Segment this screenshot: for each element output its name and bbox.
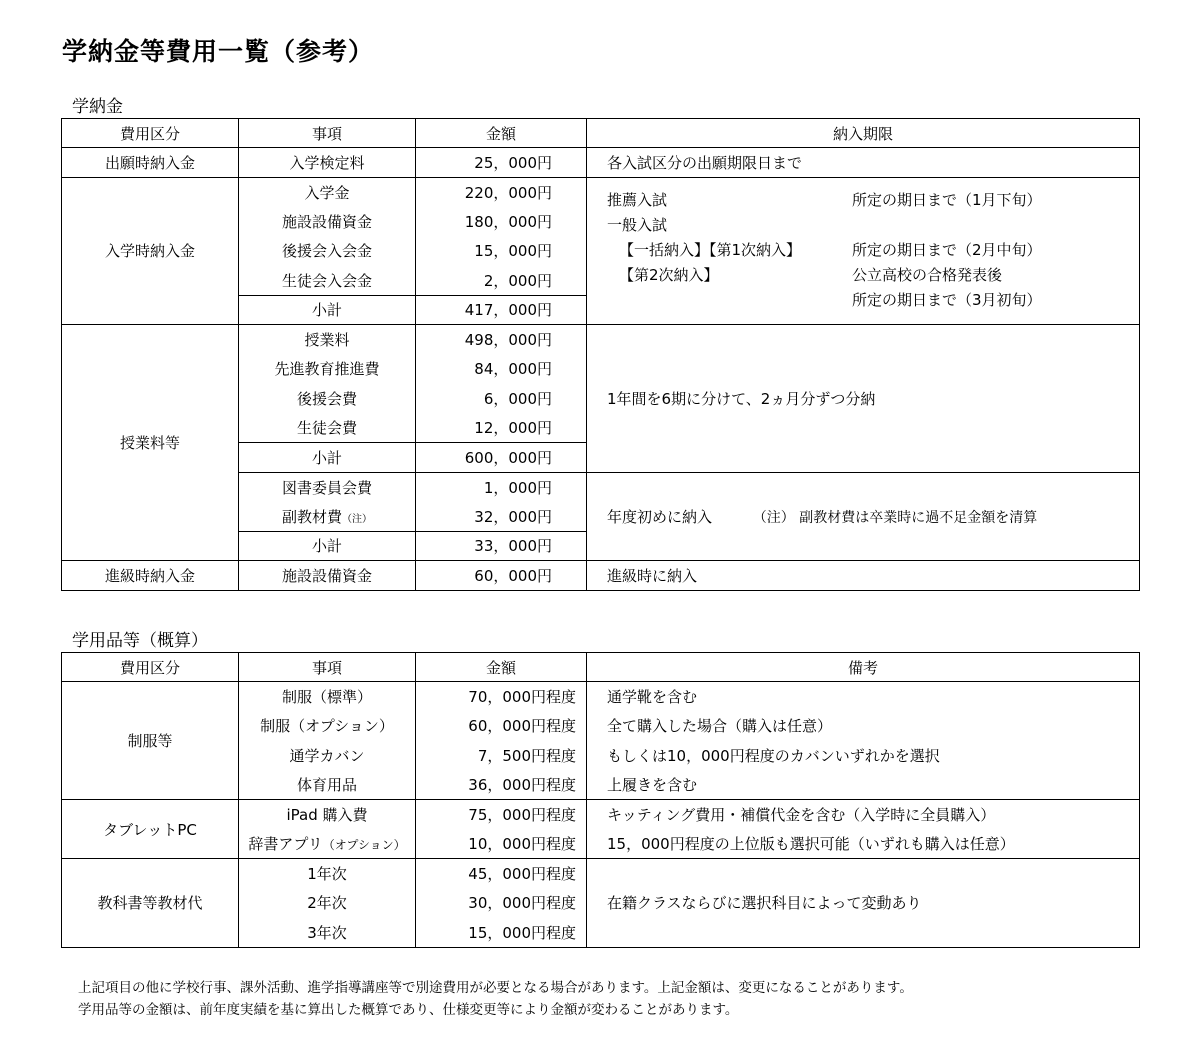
subtotal-label: 小計 <box>239 531 416 561</box>
note-cell: 在籍クラスならびに選択科目によって変動あり <box>587 859 1140 948</box>
supplies-header-row <box>62 653 1140 682</box>
amount-cell: 2，000円 <box>416 266 587 296</box>
category-cell: タブレットPC <box>62 800 239 859</box>
deadline-cell: 進級時に納入 <box>587 561 1140 591</box>
amount-cell: 30，000円程度 <box>416 888 587 918</box>
item-cell: 後援会費 <box>239 384 416 414</box>
deadline2-note: （注） 副教材費は卒業時に過不足金額を清算 <box>752 509 1038 526</box>
note-cell: 全て購入した場合（購入は任意） <box>587 711 1140 741</box>
item-cell: 入学金 <box>239 177 416 207</box>
item-cell: 体育用品 <box>239 770 416 800</box>
table-row <box>62 682 1140 712</box>
subtotal-amount: 417，000円 <box>416 295 587 325</box>
item-cell: 授業料 <box>239 325 416 355</box>
header-deadline: 納入期限 <box>587 119 1140 148</box>
amount-cell: 36，000円程度 <box>416 770 587 800</box>
table-row <box>62 859 1140 889</box>
amount-cell: 70，000円程度 <box>416 682 587 712</box>
deadline-cell: 1年間を6期に分けて、2ヵ月分ずつ分納 <box>587 325 1140 473</box>
item-cell: iPad 購入費 <box>239 800 416 830</box>
item-cell: 施設設備資金 <box>239 561 416 591</box>
item-label: 辞書アプリ <box>248 835 323 853</box>
subtotal-amount: 33，000円 <box>416 531 587 561</box>
item-cell <box>239 502 416 532</box>
table-row <box>62 561 1140 591</box>
schedule-recommend-due: 所定の期日まで（1月下旬） <box>852 191 1042 210</box>
amount-cell: 12，000円 <box>416 413 587 443</box>
schedule-general: 一般入試 <box>607 216 668 235</box>
schedule-recommend: 推薦入試 <box>607 191 668 210</box>
item-cell: 先進教育推進費 <box>239 354 416 384</box>
table-row <box>62 800 1140 830</box>
subtotal-label: 小計 <box>239 295 416 325</box>
schedule-second-due2: 所定の期日まで（3月初旬） <box>852 291 1042 310</box>
header-item: 事項 <box>239 653 416 682</box>
header-category: 費用区分 <box>62 119 239 148</box>
page-title: 学納金等費用一覧（参考） <box>62 37 375 66</box>
amount-cell: 1，000円 <box>416 472 587 502</box>
schedule-lump-due: 所定の期日まで（2月中旬） <box>852 241 1042 260</box>
item-cell: 制服（オプション） <box>239 711 416 741</box>
deadline2-text: 年度初めに納入 <box>607 507 713 526</box>
tuition-table <box>61 118 1140 591</box>
supplies-heading: 学用品等（概算） <box>72 631 208 651</box>
item-cell: 施設設備資金 <box>239 207 416 237</box>
amount-cell: 15，000円 <box>416 236 587 266</box>
item-label: 副教材費 <box>281 507 342 526</box>
note-cell: 上履きを含む <box>587 770 1140 800</box>
amount-cell: 60，000円 <box>416 561 587 591</box>
amount-cell: 32，000円 <box>416 502 587 532</box>
amount-cell: 6，000円 <box>416 384 587 414</box>
amount-cell: 10，000円程度 <box>416 829 587 859</box>
header-category: 費用区分 <box>62 653 239 682</box>
tuition-heading: 学納金 <box>72 97 123 117</box>
table-row <box>62 148 1140 178</box>
table-row <box>62 325 1140 355</box>
item-cell: 生徒会入会金 <box>239 266 416 296</box>
header-item: 事項 <box>239 119 416 148</box>
footnote-2: 学用品等の金額は、前年度実績を基に算出した概算であり、仕様変更等により金額が変わることがあります。 <box>78 1002 739 1018</box>
category-cell: 進級時納入金 <box>62 561 239 591</box>
item-cell: 通学カバン <box>239 741 416 771</box>
schedule-second: 【第2次納入】 <box>619 266 719 285</box>
category-cell: 入学時納入金 <box>62 177 239 325</box>
footnote-1: 上記項目の他に学校行事、課外活動、進学指導講座等で別途費用が必要となる場合があります。上記金額は、変更になることがあります。 <box>78 980 913 996</box>
amount-cell: 25，000円 <box>416 148 587 178</box>
item-cell: 1年次 <box>239 859 416 889</box>
item-cell: 生徒会費 <box>239 413 416 443</box>
tuition-header-row <box>62 119 1140 148</box>
category-cell: 授業料等 <box>62 325 239 561</box>
schedule-lump: 【一括納入】【第1次納入】 <box>619 241 802 260</box>
amount-cell: 7，500円程度 <box>416 741 587 771</box>
deadline-cell <box>587 472 1140 561</box>
header-note: 備考 <box>587 653 1140 682</box>
item-cell <box>239 829 416 859</box>
item-cell: 図書委員会費 <box>239 472 416 502</box>
amount-cell: 220，000円 <box>416 177 587 207</box>
item-cell: 2年次 <box>239 888 416 918</box>
header-amount: 金額 <box>416 653 587 682</box>
category-cell: 教科書等教材代 <box>62 859 239 948</box>
item-cell: 制服（標準） <box>239 682 416 712</box>
category-cell: 出願時納入金 <box>62 148 239 178</box>
note-cell: もしくは10，000円程度のカバンいずれかを選択 <box>587 741 1140 771</box>
item-cell: 後援会入会金 <box>239 236 416 266</box>
schedule-second-due1: 公立高校の合格発表後 <box>852 266 1003 285</box>
admission-schedule <box>587 177 1140 325</box>
subtotal-amount: 600，000円 <box>416 443 587 473</box>
header-amount: 金額 <box>416 119 587 148</box>
amount-cell: 75，000円程度 <box>416 800 587 830</box>
supplies-table <box>61 652 1140 948</box>
amount-cell: 15，000円程度 <box>416 918 587 948</box>
amount-cell: 180，000円 <box>416 207 587 237</box>
amount-cell: 498，000円 <box>416 325 587 355</box>
amount-cell: 60，000円程度 <box>416 711 587 741</box>
item-cell: 入学検定料 <box>239 148 416 178</box>
note-cell: 通学靴を含む <box>587 682 1140 712</box>
note-cell: キッティング費用・補償代金を含む（入学時に全員購入） <box>587 800 1140 830</box>
subtotal-label: 小計 <box>239 443 416 473</box>
deadline-cell: 各入試区分の出願期限日まで <box>587 148 1140 178</box>
amount-cell: 84，000円 <box>416 354 587 384</box>
item-cell: 3年次 <box>239 918 416 948</box>
item-sub: （オプション） <box>322 838 406 852</box>
note-cell: 15，000円程度の上位版も選択可能（いずれも購入は任意） <box>587 829 1140 859</box>
note-mark: （注） <box>342 513 372 525</box>
table-row <box>62 177 1140 207</box>
category-cell: 制服等 <box>62 682 239 800</box>
amount-cell: 45，000円程度 <box>416 859 587 889</box>
